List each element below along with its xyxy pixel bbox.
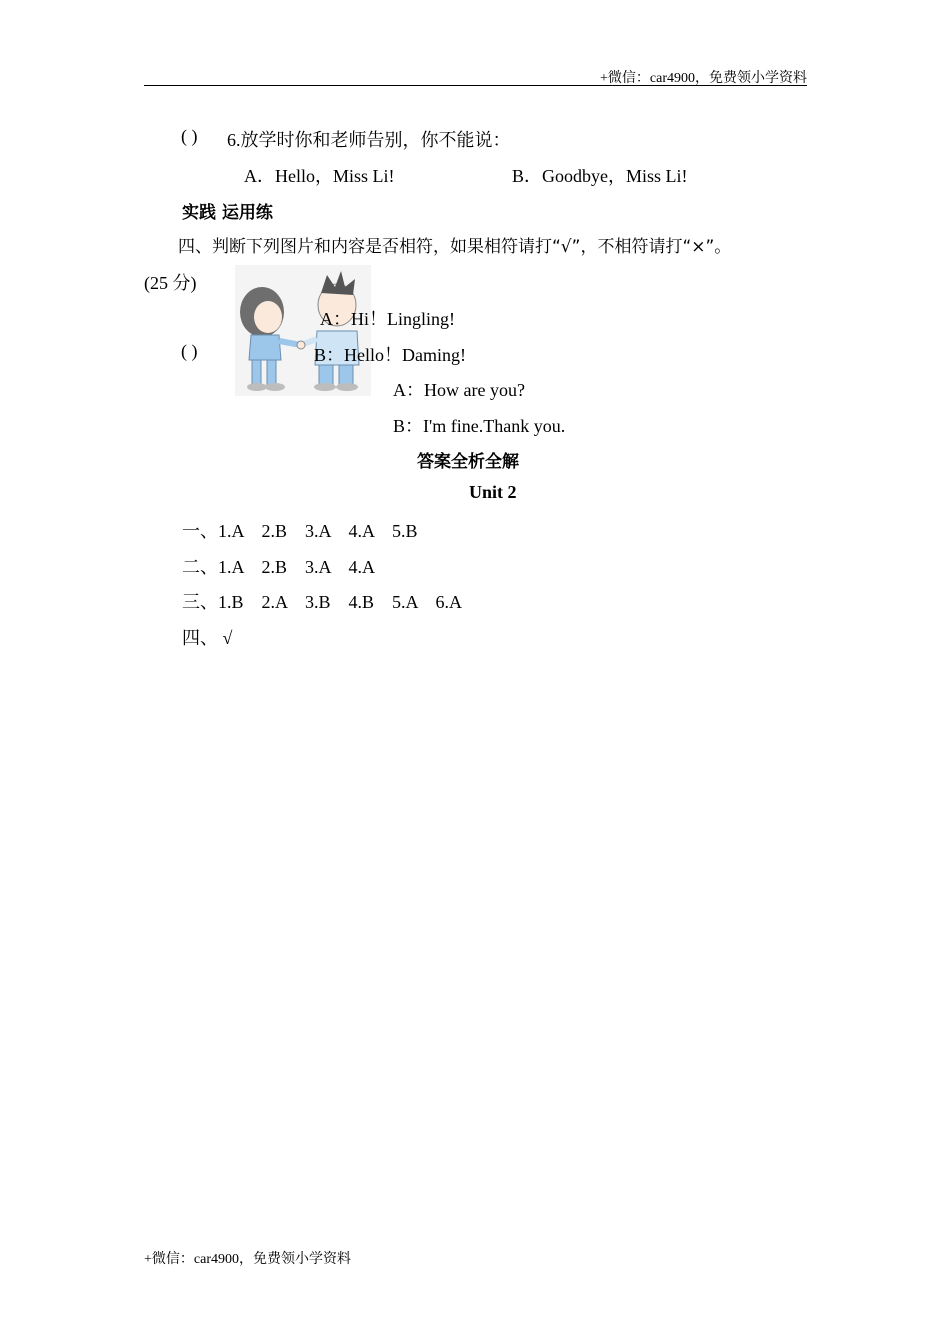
answers-line-1: 一、1.A 2.B 3.A 4.A 5.B [182, 521, 418, 541]
footer-watermark: +微信：car4900，免费领小学资料 [144, 1252, 351, 1267]
section-score: (25 分) [144, 273, 197, 293]
answers-unit: Unit 2 [469, 482, 517, 502]
dialogue-line-3: A：How are you? [393, 380, 525, 400]
section-heading: 实践 运用练 [182, 203, 273, 223]
answers-line-3: 三、1.B 2.A 3.B 4.B 5.A 6.A [182, 592, 463, 612]
practice-answer-paren: ( ) [181, 341, 198, 361]
header-rule [144, 85, 807, 86]
dialogue-line-4: B：I'm fine.Thank you. [393, 416, 566, 436]
q6-stem: 6.放学时你和老师告别，你不能说： [227, 130, 511, 150]
header-watermark: +微信：car4900，免费领小学资料 [600, 71, 807, 86]
section-instruction: 四、判断下列图片和内容是否相符，如果相符请打“√”，不相符请打“×”。 [178, 237, 732, 257]
q6-answer-paren: ( ) [181, 126, 198, 146]
q6-option-a: A．Hello，Miss Li! [244, 166, 395, 186]
answers-line-4: 四、 √ [182, 628, 233, 648]
answers-line-2: 二、1.A 2.B 3.A 4.A [182, 557, 376, 577]
q6-option-b: B．Goodbye，Miss Li! [512, 166, 688, 186]
answers-title: 答案全析全解 [417, 452, 519, 472]
dialogue-line-2: B：Hello！Daming! [314, 345, 466, 365]
dialogue-line-1: A：Hi！Lingling! [320, 309, 455, 329]
